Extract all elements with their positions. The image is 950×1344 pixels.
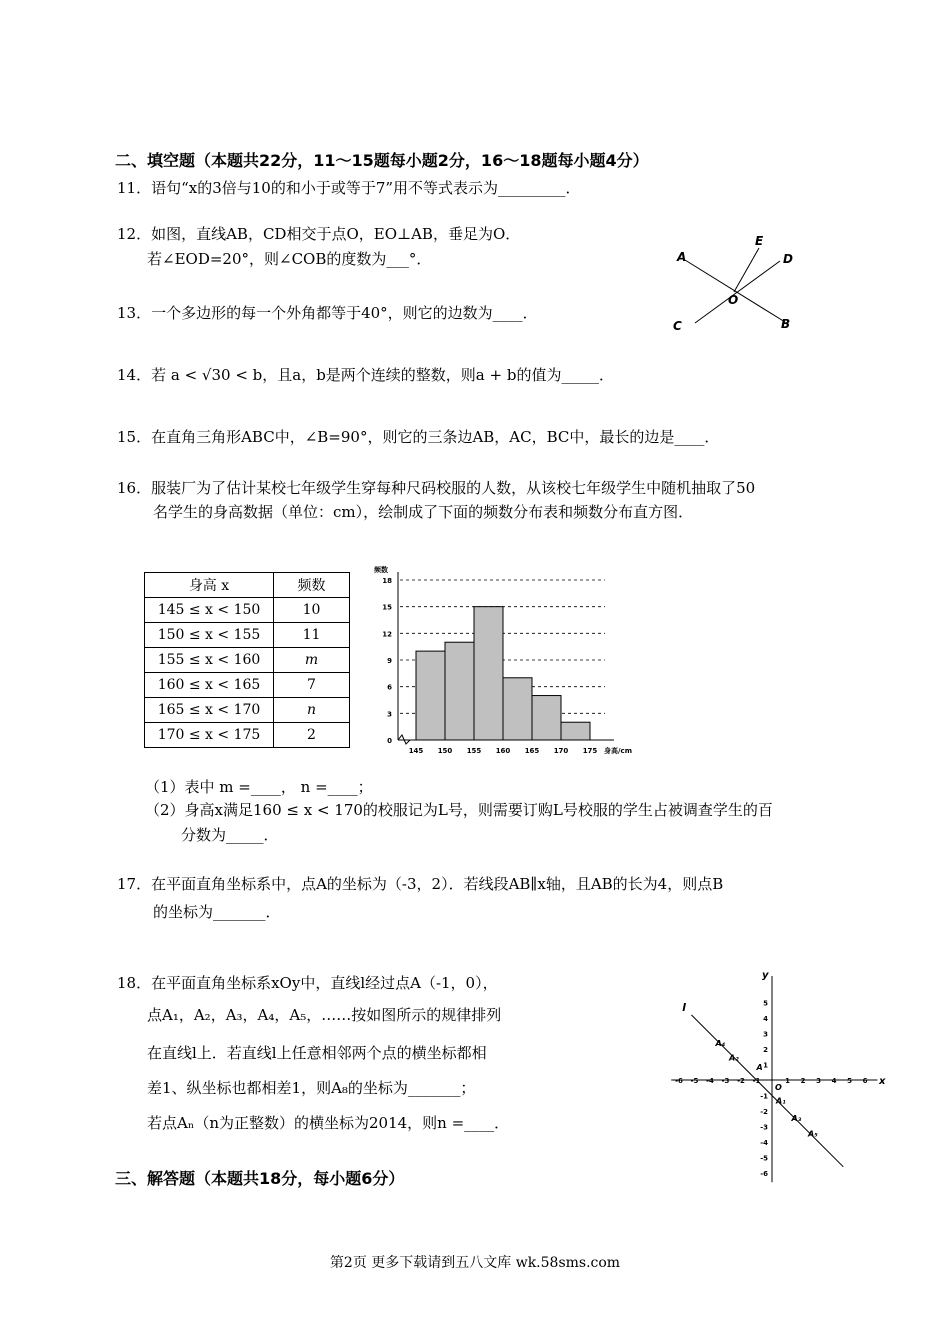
table-cell: 2 [274, 723, 350, 748]
question-11: 11．语句“x的3倍与10的和小于或等于7”用不等式表示为_________． [117, 179, 581, 197]
y-tick-label: 18 [382, 577, 392, 585]
question-16-line1: 16．服装厂为了估计某校七年级学生穿每种尺码校服的人数，从该校七年级学生中随机抽取了50 [117, 479, 756, 497]
y-tick-label: 3 [387, 710, 392, 719]
y-tick-label: 5 [763, 999, 768, 1008]
x-axis-label: x [878, 1076, 886, 1087]
x-tick-label: -6 [675, 1077, 683, 1085]
histogram-bar [532, 696, 561, 740]
histogram-bar [445, 642, 474, 740]
x-tick-label: 5 [847, 1077, 852, 1085]
frequency-table [144, 572, 350, 748]
x-tick-label: -4 [706, 1077, 714, 1085]
question-16-sub1: （1）表中 m =____， n =____； [145, 778, 373, 796]
x-tick-label: 1 [785, 1077, 790, 1085]
question-15: 15．在直角三角形ABC中，∠B=90°，则它的三条边AB，AC，BC中，最长的边是____． [117, 428, 720, 446]
point-label: A₅ [808, 1129, 818, 1139]
table-cell: 160 ≤ x < 165 [145, 673, 274, 698]
y-tick-label: -6 [760, 1170, 768, 1178]
section-2-title: 二、填空题（本题共22分，11～15题每小题2分，16～18题每小题4分） [115, 151, 649, 170]
histogram-bar [474, 607, 503, 740]
x-tick-label: 175 [582, 747, 598, 755]
y-tick-label: 0 [387, 737, 392, 745]
page-footer: 第2页 更多下载请到五八文库 wk.58sms.com [329, 1255, 621, 1271]
y-tick-label: -1 [760, 1092, 768, 1101]
y-tick-label: 1 [763, 1061, 768, 1070]
question-17-line2: 的坐标为_______． [153, 903, 281, 921]
table-row [145, 673, 350, 698]
question-18-line2: 点A₁，A₂，A₃，A₄，A₅，……按如图所示的规律排列 [147, 1006, 502, 1024]
x-tick-label: 155 [466, 747, 482, 755]
x-tick-label: 6 [862, 1077, 868, 1085]
question-12-line2: 若∠EOD=20°，则∠COB的度数为___°． [147, 250, 432, 268]
point-label: A₃ [791, 1114, 802, 1123]
label-a: A [677, 250, 687, 264]
y-tick-label: 3 [763, 1030, 768, 1039]
figure-18-coordinate-plane [670, 968, 890, 1183]
question-13: 13．一个多边形的每一个外角都等于40°，则它的边数为____． [117, 304, 538, 322]
question-16-sub2a: （2）身高x满足160 ≤ x < 170的校服记为L号，则需要订购L号校服的学生占被调查学生的百 [145, 801, 773, 819]
table-cell: 11 [274, 623, 350, 648]
line-label: l [682, 1000, 686, 1014]
table-header: 身高 x [145, 573, 274, 598]
question-16-line2: 名学生的身高数据（单位：cm），绘制成了下面的频数分布表和频数分布直方图． [153, 503, 694, 521]
label-b: B [781, 317, 791, 331]
y-tick-label: -3 [760, 1123, 768, 1132]
x-tick-label: 150 [437, 747, 453, 755]
y-tick-label: 2 [763, 1046, 768, 1054]
label-e: E [755, 234, 764, 248]
y-axis-label: 频数 [374, 566, 388, 574]
question-16-sub2b: 分数为_____． [181, 826, 279, 844]
x-axis-label: 身高/cm [604, 747, 632, 755]
y-tick-label: -4 [760, 1139, 768, 1147]
label-c: C [673, 319, 682, 333]
table-row [145, 698, 350, 723]
y-tick-label: -5 [760, 1154, 768, 1163]
y-tick-label: 6 [387, 683, 392, 692]
table-header: 频数 [274, 573, 350, 598]
y-tick-label: 15 [382, 603, 392, 612]
table-row [145, 623, 350, 648]
y-axis-label: y [762, 970, 769, 981]
point-label: A₁ [776, 1096, 786, 1106]
y-tick-label: 9 [387, 657, 392, 665]
label-d: D [783, 252, 793, 266]
x-tick-label: 145 [408, 747, 424, 755]
question-18-line5: 若点Aₙ（n为正整数）的横坐标为2014，则n =____． [147, 1114, 510, 1132]
y-tick-label: -2 [760, 1108, 768, 1116]
question-18-line1: 18．在平面直角坐标系xOy中，直线l经过点A（-1，0）， [117, 974, 498, 992]
x-tick-label: 4 [831, 1077, 837, 1085]
y-tick-label: 12 [382, 630, 392, 639]
x-tick-label: 160 [495, 747, 511, 755]
x-tick-label: -3 [721, 1077, 730, 1085]
histogram-bar [503, 678, 532, 740]
table-cell: 10 [274, 598, 350, 623]
question-18-line3: 在直线l上．若直线l上任意相邻两个点的横坐标都相 [147, 1044, 487, 1062]
x-tick-label: 3 [816, 1077, 821, 1085]
point-label: A [756, 1063, 763, 1072]
question-17-line1: 17．在平面直角坐标系中，点A的坐标为（-3，2）．若线段AB∥x轴，且AB的长为4，则点B [117, 875, 724, 893]
table-cell: 150 ≤ x < 155 [145, 623, 274, 648]
x-tick-label: 170 [553, 747, 569, 755]
table-cell: n [274, 698, 350, 723]
table-header-row [145, 573, 350, 598]
x-tick-label: -5 [690, 1077, 699, 1085]
label-o: O [728, 293, 739, 307]
line-cd [695, 261, 780, 323]
histogram-bar [561, 722, 590, 740]
table-cell: 165 ≤ x < 170 [145, 698, 274, 723]
x-tick-label: 165 [524, 747, 540, 755]
section-3-title: 三、解答题（本题共18分，每小题6分） [115, 1169, 405, 1188]
point-label: A₄ [715, 1039, 726, 1048]
y-tick-label: 4 [763, 1015, 768, 1023]
table-row [145, 723, 350, 748]
table-cell: 170 ≤ x < 175 [145, 723, 274, 748]
x-tick-label: -2 [737, 1077, 745, 1085]
question-12-line1: 12．如图，直线AB，CD相交于点O，EO⊥AB，垂足为O． [117, 225, 521, 243]
x-tick-label: 2 [800, 1077, 806, 1085]
table-cell: 7 [274, 673, 350, 698]
origin-label: O [775, 1083, 782, 1092]
table-cell: m [274, 648, 350, 673]
x-tick-label: -1 [752, 1077, 761, 1085]
histogram-bar [416, 651, 445, 740]
point-label: A₂ [729, 1053, 739, 1063]
question-14: 14．若 a < √30 < b，且a，b是两个连续的整数，则a + b的值为_____． [117, 366, 614, 384]
table-cell: 155 ≤ x < 160 [145, 648, 274, 673]
table-row [145, 648, 350, 673]
question-18-line4: 差1、纵坐标也都相差1，则A₈的坐标为_______； [147, 1079, 476, 1097]
table-row [145, 598, 350, 623]
figure-12-intersecting-lines [665, 230, 805, 335]
table-cell: 145 ≤ x < 150 [145, 598, 274, 623]
frequency-histogram [360, 560, 650, 760]
